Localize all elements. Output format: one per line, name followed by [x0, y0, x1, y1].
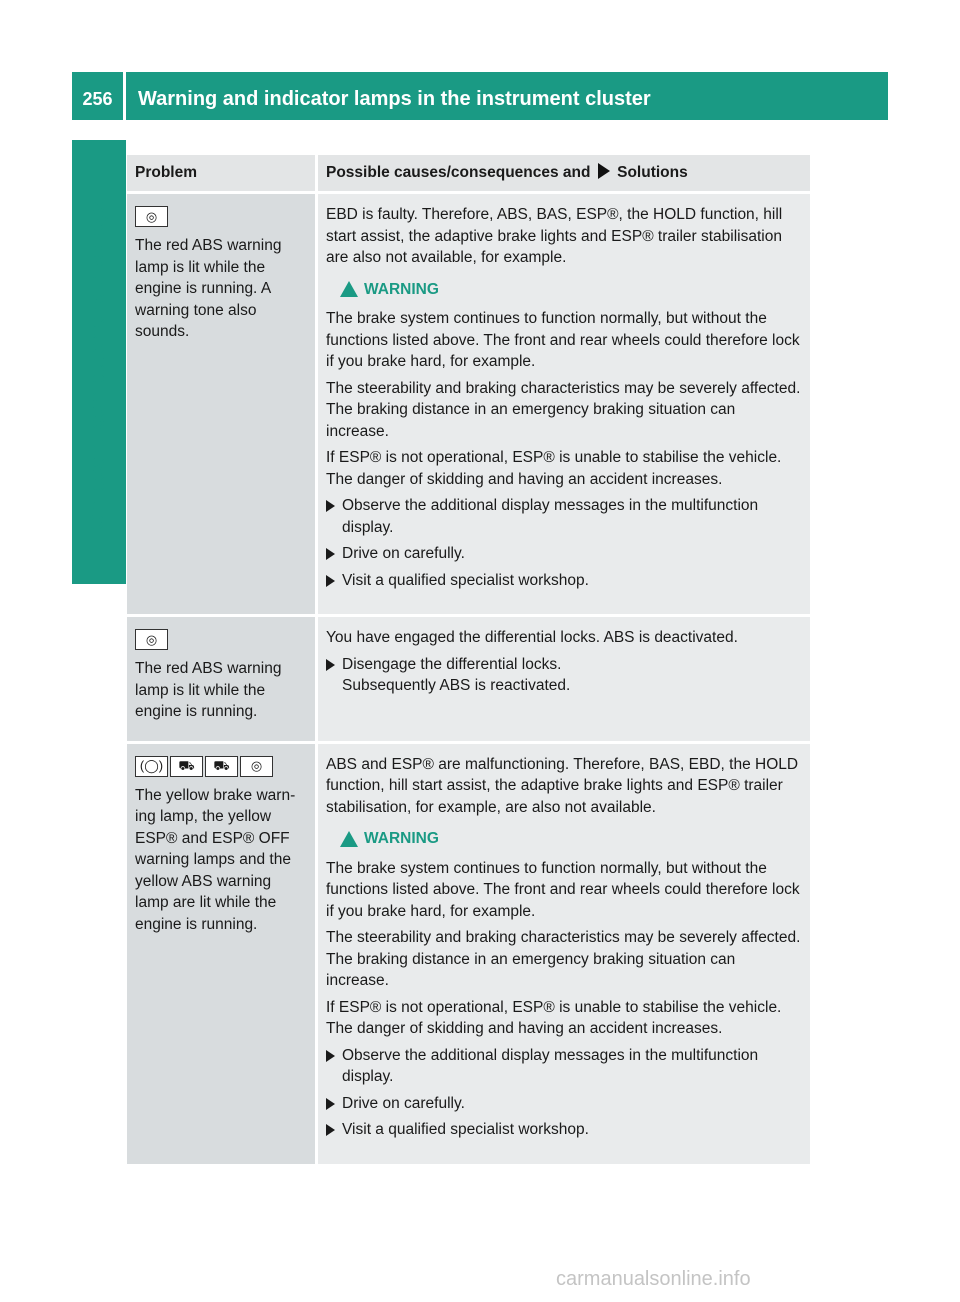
- action-step: [326, 543, 802, 565]
- cause-text: You have engaged the differential locks. ABS is deactivated.: [326, 629, 738, 646]
- abs-icon: ◎: [135, 206, 168, 227]
- table-row: [127, 616, 810, 743]
- page-title: Warning and indicator lamps in the instrument cluster: [138, 87, 651, 110]
- action-arrow-icon: [326, 575, 335, 587]
- problem-cell: [127, 193, 317, 616]
- warning-lamp-table: [127, 155, 810, 1164]
- side-tab-text: On-board computer and displays: [86, 200, 109, 530]
- page-header: [72, 72, 888, 120]
- step-text: Visit a qualified specialist workshop.: [342, 1121, 589, 1138]
- lamp-icons: [135, 206, 307, 227]
- action-arrow-icon: [326, 659, 335, 671]
- page-number: 256: [72, 72, 126, 120]
- table-row: [127, 742, 810, 1164]
- step-text: Drive on carefully.: [342, 1094, 465, 1112]
- esp-off-icon: ⛟: [205, 756, 238, 777]
- warning-label: WARNING: [364, 830, 439, 847]
- esp-icon: ⛟: [170, 756, 203, 777]
- warning-triangle-icon: [340, 831, 358, 847]
- action-arrow-icon: [326, 1050, 335, 1062]
- step-text: Observe the additional display messages in the multifunction display.: [342, 1046, 759, 1085]
- lamp-icons: [135, 629, 307, 650]
- step-text: Observe the additional display messages in the multifunction display.: [342, 497, 759, 536]
- action-step: [326, 570, 802, 592]
- warning-triangle-icon: [340, 281, 358, 297]
- action-arrow-icon: [326, 548, 335, 560]
- column-header-problem: Problem: [127, 155, 317, 193]
- warning-heading: [340, 279, 802, 301]
- problem-text: The red ABS warning lamp is lit while the engine is running. A warning tone also sounds.: [135, 237, 282, 340]
- table-row: [127, 193, 810, 616]
- warning-text: If ESP® is not operational, ESP® is unable to stabilise the vehicle. The danger of skidding and having an accident increases.: [326, 449, 782, 488]
- problem-text: The red ABS warning lamp is lit while the engine is running.: [135, 660, 282, 720]
- problem-cell: [127, 742, 317, 1164]
- action-arrow-icon: [598, 163, 610, 179]
- action-arrow-icon: [326, 1098, 335, 1110]
- warning-text: The brake system continues to function normally, but without the functions listed above. The front and rear wheels could therefore lock if you brake hard, for example.: [326, 859, 800, 920]
- solution-cell: [317, 616, 811, 743]
- warning-heading: [340, 828, 802, 850]
- action-step: [326, 654, 802, 697]
- action-step: [326, 1119, 802, 1141]
- problem-cell: [127, 616, 317, 743]
- warning-text: The steerability and braking characteristics may be severely affected. The braking distance in an emergency braking situation can increase.: [326, 379, 801, 440]
- watermark: carmanualsonline.info: [556, 1268, 751, 1290]
- step-text: Visit a qualified specialist workshop.: [342, 571, 589, 589]
- action-arrow-icon: [326, 500, 335, 512]
- cause-text: EBD is faulty. Therefore, ABS, BAS, ESP®, the HOLD function, hill start assist, the adaptive brake lights and ESP® trailer stabilisation are also not available, for example.: [326, 206, 783, 266]
- abs-icon: ◎: [240, 756, 273, 777]
- step-text: Disengage the differential locks. Subsequently ABS is reactivated.: [342, 655, 571, 694]
- column-header-solutions: Possible causes/consequences and Solutions: [317, 155, 811, 193]
- warning-text: If ESP® is not operational, ESP® is unable to stabilise the vehicle. The danger of skidding and having an accident increases.: [326, 998, 782, 1037]
- action-step: [326, 1093, 802, 1115]
- lamp-icons: [135, 756, 307, 777]
- warning-label: WARNING: [364, 280, 439, 298]
- step-text: Drive on carefully.: [342, 545, 465, 562]
- brake-icon: (◯): [135, 756, 168, 777]
- action-step: [326, 495, 802, 538]
- problem-text: The yellow brake warn- ing lamp, the yellow ESP® and ESP® OFF warning lamps and the yellow ABS warning lamp are lit while the engine is running.: [135, 786, 296, 933]
- abs-icon: ◎: [135, 629, 168, 650]
- action-arrow-icon: [326, 1124, 335, 1136]
- cause-text: ABS and ESP® are malfunctioning. Therefore, BAS, EBD, the HOLD function, hill start assist, the adaptive brake lights and ESP® trailer stabilisation, for example, are also not available.: [326, 755, 799, 816]
- solution-cell: [317, 742, 811, 1164]
- solution-cell: [317, 193, 811, 616]
- action-step: [326, 1045, 802, 1088]
- warning-text: The steerability and braking characteristics may be severely affected. The braking distance in an emergency braking situation can increase.: [326, 929, 801, 989]
- warning-text: The brake system continues to function normally, but without the functions listed above. The front and rear wheels could therefore lock if you brake hard, for example.: [326, 310, 800, 370]
